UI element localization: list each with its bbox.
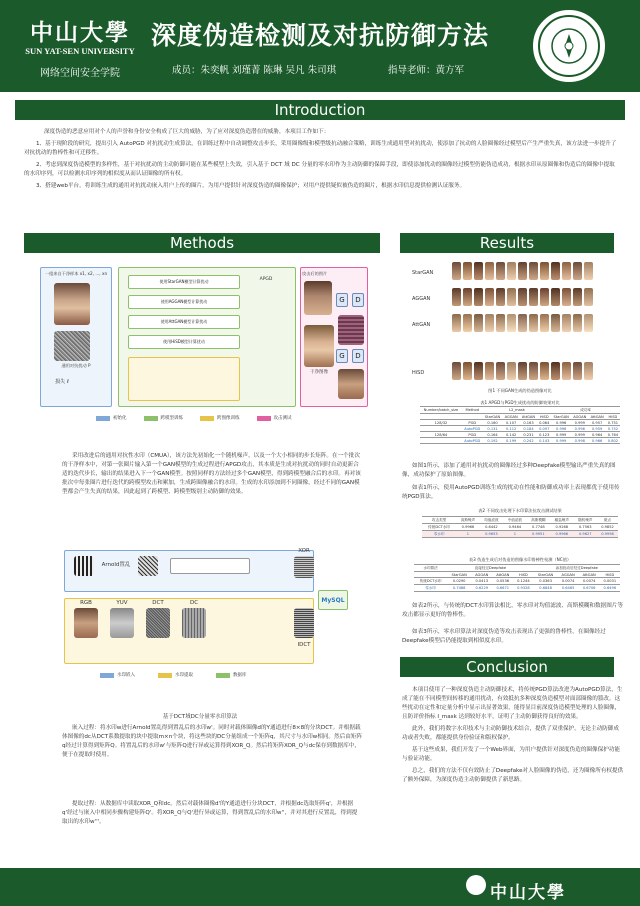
dc-component — [182, 608, 206, 638]
results-paragraph-1: 如图1所示，添加了通用对抗扰动的圈像经过多种Deepfake模型输出严重失真的图像，成功保护了原始图像。 — [402, 463, 616, 478]
advisor: 指导老师：黄方军 — [388, 65, 465, 76]
model-step-stargan: 使用StarGAN模型计算扰动 — [128, 275, 240, 289]
cmua-diagram — [36, 263, 372, 431]
generator-g: G — [336, 293, 348, 307]
methods-paragraph-1: 采用改进后的通用对抗性水印（CMUA），该方法先初始化一个随机噪声，以及一个大小相同的步长矩阵。在一个批次的干净样本中，对第一张圈片输入第一个GAN模型的生成过程进行APGD攻击，其本质是生成对抗扰动的同时自动更新合适的迭代步长，输出的结果进入下一个GAN模型。按照同样的方法经过多个GAN模型，得到跨模型融合后的水印。再对该批次中每张圈片进行迭代的跨模型攻击和累加，生成跨圈像融合的水印。生成的水印添加到不同圈像，经过不同的GAN模型都会产生失真的结果，因此起到了跨模型、跨模型级别主动防御的效果。 — [62, 453, 361, 495]
t1-s3: AGGAN — [502, 414, 519, 420]
clean-face — [304, 325, 334, 367]
loss-label: 损失 ℓ — [55, 379, 69, 385]
legend-swatch-cross-model — [144, 416, 158, 421]
row-label-stargan: StarGAN — [412, 270, 434, 276]
attgan-strip — [452, 314, 593, 332]
department-name: 网络空间安全学院 — [40, 68, 120, 79]
results-paragraph-2: 如表1所示，使用AutoPGD训练生成的扰动在性能和防御成功率上表现都优于使用传统PGD算法。 — [402, 485, 620, 500]
extracted-watermark — [294, 608, 314, 638]
section-heading-conclusion: Conclusion — [400, 657, 614, 677]
model-step-hisd: 使用HiSD模型计算扰动 — [128, 335, 240, 349]
section-heading-introduction: Introduction — [15, 100, 625, 120]
discriminator-d-2: D — [352, 349, 364, 363]
rgb-face — [74, 608, 98, 638]
section-heading-results: Results — [400, 233, 614, 253]
zero-watermark-diagram — [60, 546, 350, 684]
generator-g-2: G — [336, 349, 348, 363]
intro-text — [24, 128, 618, 194]
table-row: AutoPGD 0.192 0.199 0.242 0.143 0.999 0.998 0.966 0.802 — [420, 438, 620, 444]
rgb-label: RGB — [80, 600, 92, 606]
table-row: 传统DCT水印 0.9966 0.6442 0.9464 0.7748 0.9268 0.7563 0.9852 — [422, 524, 618, 531]
footer-logo: 中山大學 — [490, 883, 566, 903]
model-step-attgan: 使用AttGAN模型计算扰动 — [128, 315, 240, 329]
authors: 成员：朱奕帆 刘瑾菁 陈琳 吴凡 朱司琪 — [172, 65, 337, 76]
row-label-attgan: AttGAN — [412, 322, 431, 328]
conclusion-text — [402, 686, 624, 788]
t1-h2: L2_mask — [483, 407, 552, 414]
table-row: 128/32 PGD 0.160 0.107 0.163 0.064 0.996 0.999 0.957 0.751 — [420, 420, 620, 426]
t1-s9: HiSD — [606, 414, 620, 420]
legend-swatch-embed — [100, 673, 114, 678]
table-row: 传统DCT水印 0.0290 0.0413 0.0536 0.1244 0.0363 0.0074 0.0074 0.0031 — [414, 578, 620, 585]
legend-cross-image: 跨图像训练 — [217, 416, 240, 421]
results-paragraph-3: 如表2所示，与传统的DCT水印算法相比，零水印对均值滤波、高斯模糊和数据图片等攻击都显示更好的鲁棒性。 — [402, 603, 623, 618]
scrambled-watermark — [138, 556, 158, 576]
clean-samples-label: 一组来自干净样本 x1, x2, ..., xn — [44, 271, 108, 276]
t1-s5: HiSD — [537, 414, 551, 420]
conclusion-paragraph-3: 基于这些成果，我们开发了一个Web界面，为用户提供针对深度伪造的圈像保护功能与验证功能。 — [402, 747, 620, 762]
cross-image-block — [128, 357, 240, 401]
watermark-image — [74, 556, 94, 576]
t1-h6: 成功率 — [551, 407, 620, 414]
table2-caption: 表2 不同攻击处理下水印算法抗攻击测试结果 — [478, 508, 562, 513]
legend-swatch-attack — [257, 416, 271, 421]
table-row: 零水印 0.7488 0.6229 0.6671 0.9328 0.6848 0.6465 0.6706 0.6496 — [414, 585, 620, 592]
conclusion-paragraph-1: 本项目使用了一种深度伪造主动防御技术，将传统PGD算法改进为AutoPGD算法，生成了能在不同模型间转移的通用扰动，有效抵抗多种深度伪造模型对面部圈像的篡改。这些扰动在定性和定量分析中显示出显著效果，能得显目前深度伪造模型处理的人脸圈像，且防评价指标 I_mask 达到较好水平，证明了主动防御获得良好的效果。 — [402, 687, 623, 720]
arnold-label: Arnold置乱 — [101, 562, 131, 568]
hisd-strip — [452, 362, 593, 380]
intro-lead: 深度伪造的恶意应用对个人的声誉和身份安全构成了巨大的威胁，为了应对深度伪造潜在的威胁，本项目工作如下： — [44, 129, 330, 135]
formula-box — [170, 558, 250, 574]
yuv-face — [110, 608, 134, 638]
methods-extract-paragraph: 提取过程：从数据库中读取XOR_Q和dc。然后对载体圈像d'的Y通道进行分块DCT，并根据dc选取矩阵q'，并根据q'经过与嵌入中相同步骤构建矩阵Q'。将XOR_Q与Q'进行异或运算，得到置乱后的水印w''，并对其进行反置乱，得到提取出的水印w'''。 — [62, 801, 358, 825]
perturbation-noise — [54, 331, 90, 361]
fig2-caption: 基于DCT域DC分量零水印算法 — [162, 714, 238, 720]
sample-face — [54, 283, 90, 325]
t1-s4: AttGAN — [520, 414, 537, 420]
table3-caption: 表3 伪造生成后对伪造的图像水印鲁棒性检测（NC值） — [468, 557, 572, 562]
t1-s6: StarGAN — [551, 414, 571, 420]
stargan-strip — [452, 262, 593, 280]
fig2-legend — [100, 672, 247, 678]
t1-s7: AGGAN — [571, 414, 588, 420]
legend-embed: 水印嵌入 — [117, 673, 135, 678]
conclusion-paragraph-2: 此外，我们将数字水印技术与主动防御技术结合，提供了双重保护。无论主动防御成功或者失败，都能提供身份验证和版权保护。 — [402, 726, 619, 741]
legend-swatch-db — [216, 673, 230, 678]
table1-caption: 表1 APGD与PGD生成扰动的防御效果对比 — [480, 400, 560, 405]
conclusion-paragraph-4: 总之，我们的方法不仅有效防止了Deepfake对人脸圈像的伪造，还为圈像所有权提供了额外保障，为深度伪造主动防御提供了新思路。 — [402, 768, 624, 783]
intro-item-1: 1、基于现阶段的研究，提出引入 AutoPGD 对抗扰动生成算法，在训练过程中自动调整攻击步长，采用圈像级和模型级抗动融合策略，训练生成通用型对抗扰动，使添加了抗动的人脸圈像经过模型后产生严重失真，该方法进一步提升了对抗扰动的鲁棒性和可迁移性。 — [24, 141, 617, 156]
dct-label: DCT — [152, 600, 164, 606]
idct-label: IDCT — [297, 642, 311, 648]
apgd-label: APGD — [259, 277, 273, 282]
yuv-label: YUV — [116, 600, 128, 606]
poster-title: 深度伪造检测及对抗防御方法 — [150, 21, 489, 50]
attacked-images-label: 攻击后的图片 — [302, 271, 328, 276]
dc-label: DC — [189, 600, 199, 606]
fig1-legend — [96, 415, 292, 421]
table1 — [420, 406, 620, 444]
table-row: 零水印 1 0.9653 1 0.9951 0.9966 0.9627 0.9998 — [422, 531, 618, 538]
attacked-face — [304, 281, 332, 315]
table-row: 128/64 PGD 0.164 0.142 0.231 0.123 0.999 0.999 0.964 0.764 — [420, 432, 620, 438]
table3: 水印算法 直接经过Deepfake 添加扰动后经过Deepfake StarGAN AGGAN AttGAN HiSD StarGAN AGGAN AttGAN HiSD 传统DCT水印 0.0290 0.0413 0.0536 0.1244 0.0363 0.0074 0.0074 0.0031 零水印 0.7488 0.6229 0.6671 0.9328 0.6848 0.6465 0.6706 0.6496 — [414, 564, 620, 592]
discriminator-d: D — [352, 293, 364, 307]
t1-h0: Number/batch_size — [420, 407, 462, 414]
t1-s8: AttGAN — [588, 414, 605, 420]
model-step-aggan: 使用AGGAN模型计算扰动 — [128, 295, 240, 309]
perturbation-label: 通用对抗扰动 P — [61, 363, 91, 368]
legend-attack: 攻击测试 — [273, 416, 292, 421]
footer-seal-icon — [466, 875, 486, 895]
university-name-en: SUN YAT-SEN UNIVERSITY — [25, 46, 135, 56]
legend-swatch-cross-image — [200, 416, 214, 421]
xor-result — [294, 556, 314, 578]
table-row: AutoPGD 0.131 0.112 0.184 0.097 0.996 0.996 0.959 0.752 — [420, 426, 620, 432]
legend-swatch-init — [96, 416, 110, 421]
xor-label: XOR — [298, 548, 310, 554]
aggan-strip — [452, 288, 593, 306]
methods-embed-paragraph: 嵌入过程：将水印w进行Arnold置乱得到置乱后的水印w'。同时对载体圈像d的Y通道进行8×8的分块DCT。并根据载体图像的dc从DCT系数提取的块中提取m×n个块，将这些块的DC分量组成一个矩阵q，其尺寸与水印w相同。然后由矩阵q经过计算得到矩阵Q。将置乱后的水印w'与矩阵Q进行异或运算得到XOR_Q。然后将矩阵XOR_Q与dc保存到数据库中，便于在提取时使用。 — [62, 725, 362, 758]
legend-cross-model: 跨模型训练 — [160, 416, 183, 421]
results-fig1-caption: 图1 不同GAN生成的伪造图像对比 — [488, 388, 552, 393]
university-seal-icon — [533, 10, 605, 82]
legend-swatch-extract — [158, 673, 172, 678]
section-heading-methods: Methods — [24, 233, 380, 253]
mysql-database: MySQL — [318, 590, 348, 610]
distorted-face — [338, 315, 364, 345]
intro-item-2: 2、考虑到深度伪造模型的多样性，基于对抗扰动的主动防御可能在某些模型上失效，引入基于 DCT 域 DC 分量的零水印作为主动防御的保障手段，即使添加扰动的圈像经过模型仍能伪造成功，根据水印从原圈像和伪造后的圈像中提取的水印序列，可以检测水印序列的相似度从而认证圈像的所有权。 — [24, 162, 615, 177]
fake-face — [338, 369, 364, 399]
t1-h1: Method — [462, 407, 483, 414]
t1-s2: StarGAN — [483, 414, 503, 420]
clean-image-label: 干净图像 — [310, 370, 328, 375]
table2: 攻击类型 高斯噪声 均值滤波 中值滤波 高斯模糊 椒盐噪声 随机噪声 斑点 传统DCT水印 0.9966 0.6442 0.9464 0.7748 0.9268 0.7563 0.9852 零水印 1 0.9653 1 0.9951 0.9966 0.9627 0.9998 — [422, 516, 618, 538]
row-label-hisd: HiSD — [412, 370, 425, 376]
legend-init: 初始化 — [113, 416, 127, 421]
results-paragraph-4: 如表3所示，零水印算法对深度伪造等攻击表现出了更强的鲁棒性，在圈像经过Deepfake模型后仍能提取到相似度水印。 — [402, 629, 606, 644]
university-logo: 中山大學 — [30, 19, 130, 46]
dct-image — [146, 608, 170, 638]
intro-item-3: 3、搭建web平台，将训练生成的通用对抗扰动嵌入用户上传的圈片，为用户提供针对深度伪造的圈像保护；对用户提供疑似被伪造的圈片，根据水印信息提供检测认证服务。 — [36, 183, 466, 189]
legend-db: 数据库 — [233, 673, 247, 678]
legend-extract: 水印提取 — [175, 673, 193, 678]
row-label-aggan: AGGAN — [412, 296, 431, 302]
